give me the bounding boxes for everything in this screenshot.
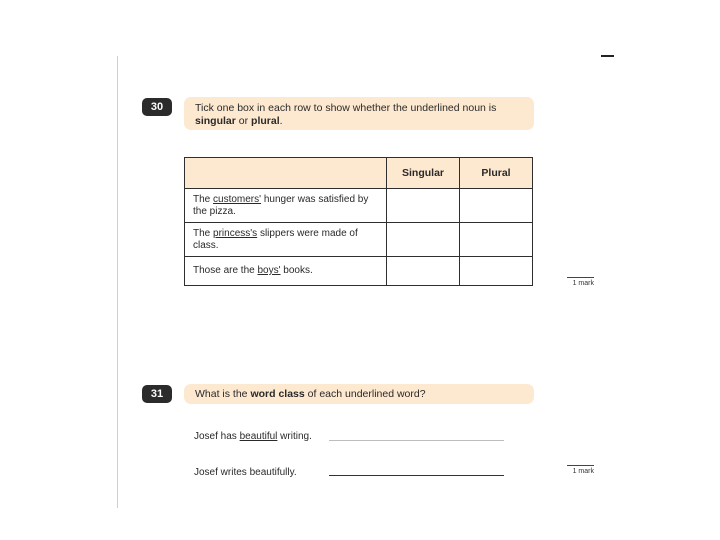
q30-answer-table	[184, 157, 533, 286]
row-sentence: The customers' hunger was satisfied by the pizza.	[185, 189, 387, 223]
tick-box-plural[interactable]	[460, 257, 533, 286]
row-sentence: The princess's slippers were made of class.	[185, 223, 387, 257]
q31-mark	[567, 465, 594, 475]
tick-box-singular[interactable]	[387, 189, 460, 223]
question-30-instruction	[184, 97, 534, 130]
header-plural: Plural	[460, 158, 533, 189]
q30-mark	[567, 277, 594, 287]
table-header-row	[185, 158, 533, 189]
row-sentence: Those are the boys' books.	[185, 257, 387, 286]
q31-mark-label: 1 mark	[572, 468, 594, 475]
mark-bar	[567, 465, 594, 466]
underlined-noun: customers'	[213, 193, 262, 205]
q31-sentence-1: Josef has beautiful writing.	[194, 431, 312, 442]
q30-or: or	[238, 115, 249, 127]
q30-option-plural: plural	[251, 115, 280, 127]
tick-box-singular[interactable]	[387, 223, 460, 257]
underlined-word: beautiful	[239, 431, 278, 442]
underlined-noun: princess's	[213, 227, 258, 239]
q30-mark-label: 1 mark	[572, 280, 594, 287]
corner-dash	[601, 55, 614, 57]
question-31-instruction: What is the word class of each underlined word?	[184, 384, 534, 404]
q31-sentence-2: Josef writes beautifully.	[194, 467, 297, 478]
q30-instruction-text: Tick one box in each row to show whether the underlined noun is	[195, 102, 497, 114]
table-row	[185, 189, 533, 223]
q30-period: .	[279, 115, 283, 127]
page-margin-line	[117, 56, 118, 508]
tick-box-plural[interactable]	[460, 189, 533, 223]
table-row	[185, 223, 533, 257]
table-row	[185, 257, 533, 286]
answer-line-2[interactable]	[329, 475, 504, 476]
tick-box-plural[interactable]	[460, 223, 533, 257]
underlined-noun: boys'	[257, 265, 281, 276]
answer-line-1[interactable]	[329, 440, 504, 441]
q30-option-singular: singular	[195, 115, 236, 127]
question-number-30: 30	[142, 98, 172, 116]
mark-bar	[567, 277, 594, 278]
question-number-31: 31	[142, 385, 172, 403]
tick-box-singular[interactable]	[387, 257, 460, 286]
header-singular: Singular	[387, 158, 460, 189]
header-blank-cell	[185, 158, 387, 189]
q31-bold-term: word class	[250, 388, 305, 400]
